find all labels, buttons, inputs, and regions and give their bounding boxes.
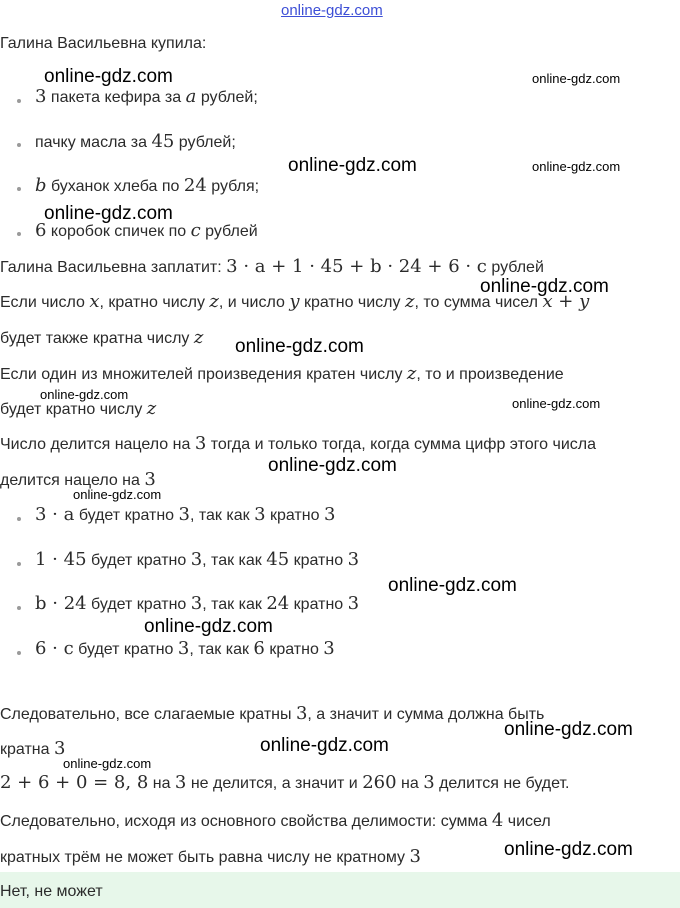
- watermark: online-gdz.com: [388, 575, 517, 596]
- watermark: online-gdz.com: [268, 455, 397, 476]
- bullet-icon: [17, 606, 21, 610]
- rule2-line1: Если один из множителей произведения кратен числу z, то и произведение: [0, 363, 564, 384]
- check-item: 3 · a будет кратно 3, так как 3 кратно 3: [35, 504, 336, 525]
- rule3-line1: Число делится нацело на 3 тогда и только тогда, когда сумма цифр этого числа: [0, 433, 596, 454]
- bullet-icon: [17, 562, 21, 566]
- watermark: online-gdz.com: [532, 71, 621, 86]
- bullet-icon: [17, 99, 21, 103]
- watermark: online-gdz.com: [63, 756, 152, 771]
- conclusion1-line1: Следовательно, все слагаемые кратны 3, а значит и сумма должна быть: [0, 703, 545, 724]
- conclusion2-line1: Следовательно, исходя из основного свойства делимости: сумма 4 чисел: [0, 810, 551, 831]
- bullet-icon: [17, 517, 21, 521]
- check-item: b · 24 будет кратно 3, так как 24 кратно 3: [35, 593, 360, 614]
- watermark: online-gdz.com: [288, 155, 417, 176]
- list-item-kefir: 3 пакета кефира за a рублей;: [35, 86, 258, 107]
- conclusion2-line2: кратных трём не может быть равна числу не кратному 3: [0, 846, 421, 867]
- watermark: online-gdz.com: [144, 616, 273, 637]
- watermark: online-gdz.com: [235, 336, 364, 357]
- pay-line: Галина Васильевна заплатит: 3 · a + 1 · 45 + b · 24 + 6 · c рублей: [0, 256, 544, 277]
- watermark: online-gdz.com: [44, 66, 173, 87]
- intro-text: Галина Васильевна купила:: [0, 35, 207, 52]
- bullet-icon: [17, 651, 21, 655]
- watermark: online-gdz.com: [504, 719, 633, 740]
- list-item-bread: b буханок хлеба по 24 рубля;: [35, 175, 260, 196]
- watermark: online-gdz.com: [512, 396, 601, 411]
- pay-formula: 3 · a + 1 · 45 + b · 24 + 6 · c: [226, 256, 487, 277]
- rule1-line1: Если число x, кратно числу z, и число y кратно числу z, то сумма чисел x + y: [0, 291, 590, 312]
- list-item-butter: пачку масла за 45 рублей;: [35, 131, 236, 152]
- rule1-line2: будет также кратна числу z: [0, 327, 204, 348]
- rule2-line2: будет кратно числу z: [0, 398, 157, 419]
- list-item-matches: 6 коробок спичек по c рублей: [35, 220, 258, 241]
- watermark: online-gdz.com: [44, 203, 173, 224]
- digit-sum-line: 2 + 6 + 0 = 8, 8 на 3 не делится, а значит и 260 на 3 делится не будет.: [0, 772, 570, 793]
- watermark: online-gdz.com: [504, 839, 633, 860]
- watermark: online-gdz.com: [480, 276, 609, 297]
- bullet-icon: [17, 187, 21, 191]
- answer-text: Нет, не может: [0, 883, 103, 900]
- bullet-icon: [17, 143, 21, 147]
- watermark: online-gdz.com: [40, 387, 129, 402]
- watermark: online-gdz.com: [260, 735, 389, 756]
- check-item: 1 · 45 будет кратно 3, так как 45 кратно 3: [35, 549, 360, 570]
- bullet-icon: [17, 232, 21, 236]
- watermark: online-gdz.com: [532, 159, 621, 174]
- conclusion1-line2: кратна 3: [0, 738, 66, 759]
- watermark: online-gdz.com: [73, 487, 162, 502]
- watermark-link[interactable]: online-gdz.com: [281, 2, 383, 19]
- check-item: 6 · c будет кратно 3, так как 6 кратно 3: [35, 638, 335, 659]
- rule3-line2: делится нацело на 3: [0, 469, 156, 490]
- answer-box: [0, 872, 680, 908]
